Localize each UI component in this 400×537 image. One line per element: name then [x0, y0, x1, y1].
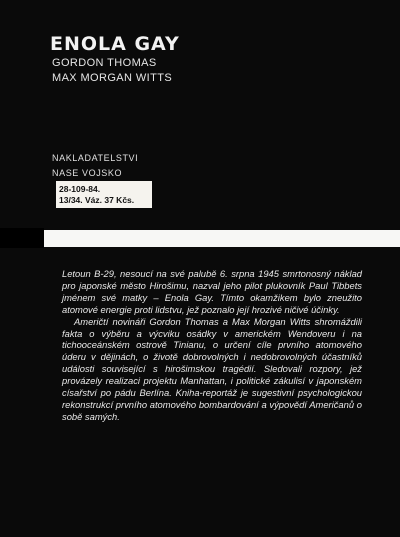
description-paragraph-1: Letoun B-29, nesoucí na své palubě 6. srpna 1945 smrtonosný náklad pro japonské město Hirošimu, nazval jeho pilot plukovník Paul Tibbets jménem své matky – Enola Gay. Tímto okamžikem bylo zneužito atomové energie proti lidstvu, jež poznalo její hrozivé ničivé účinky. [62, 268, 362, 315]
white-band [44, 230, 400, 247]
spine-edge-bar [0, 228, 44, 248]
book-title: ENOLA GAY [50, 33, 180, 55]
price-sticker-price: 13/34. Váz. 37 Kčs. [59, 195, 135, 205]
price-sticker-code: 28-109-84. [59, 184, 101, 194]
author-gordon-thomas: GORDON THOMAS [52, 57, 157, 69]
publisher-line-2: NASE VOJSKO [52, 168, 123, 178]
description-paragraph-2: Američtí novináři Gordon Thomas a Max Morgan Witts shromáždili fakta o výběru a výcviku osádky v americkém Wendoveru i na tichooceánském ostrově Tinianu, o určení cíle prvního atomového úderu v dějinách, o životě dobrovolných i nedobrovolných účastníků události související s hirošimskou tragédií. Sledovali rozpory, jež provázely realizaci projektu Manhattan, i politické zákulisí v japonském císařství po pádu Berlína. Kniha-reportáž je sugestivní psychologickou rekonstrukcí prvního atomového bombardování a výpovědí Američanů o sobě samých. [62, 315, 362, 422]
book-description [62, 268, 362, 423]
price-sticker [56, 181, 152, 208]
publisher-line-1: NAKLADATELSTVI [52, 153, 139, 163]
author-max-morgan-witts: MAX MORGAN WITTS [52, 72, 173, 84]
